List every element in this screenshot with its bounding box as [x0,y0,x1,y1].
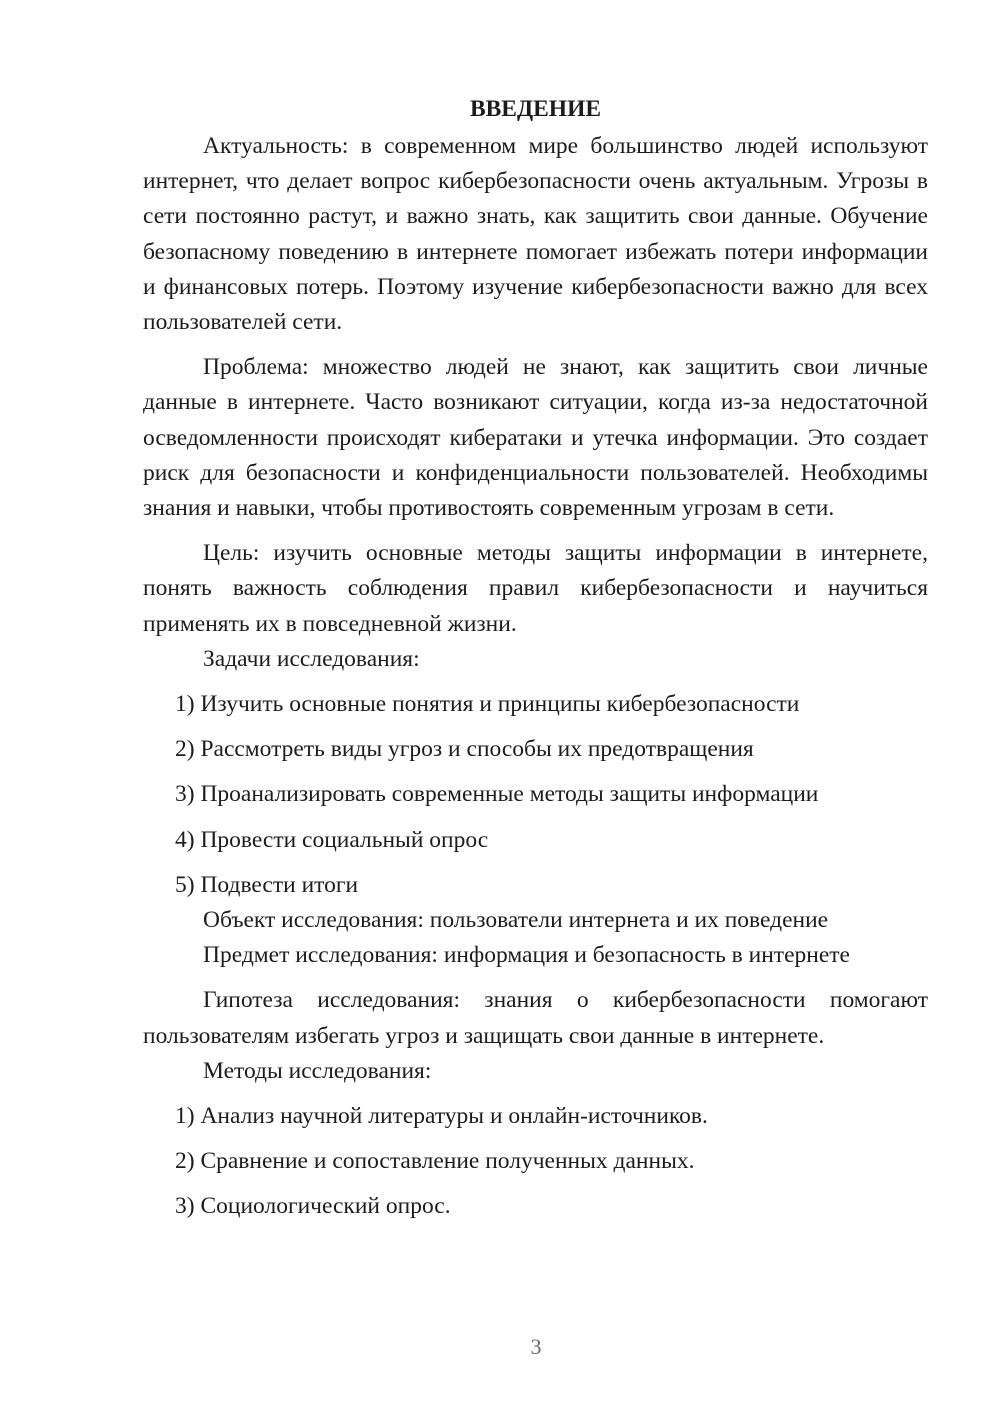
list-item: 3) Социологический опрос. [175,1193,451,1220]
subject-line: Предмет исследования: информация и безопасность в интернете [203,942,850,969]
list-item: 2) Сравнение и сопоставление полученных данных. [175,1148,695,1175]
methods-list [143,1099,928,1225]
relevance-paragraph: Актуальность: в современном мире большинство людей используют интернет, что делает вопрос кибербезопасности очень актуальным. Угрозы в сети постоянно растут, и важно знать, как защитить свои данные. Обучение безопасному поведению в интернете помогает избежать потери информации и финансовых потерь. Поэтому изучение кибербезопасности важно для всех пользователей сети. [143,133,928,336]
object-line: Объект исследования: пользователи интернета и их поведение [203,907,829,934]
tasks-list [143,687,928,903]
tasks-heading: Задачи исследования: [203,645,420,672]
list-item: 4) Провести социальный опрос [175,826,489,853]
methods-heading: Методы исследования: [203,1057,432,1084]
page-content [143,92,928,1225]
hypothesis-paragraph: Гипотеза исследования: знания о кибербезопасности помогают пользователям избегать угроз и защищать свои данные в интернете. [143,987,928,1049]
page-number: 3 [530,1334,542,1359]
problem-paragraph: Проблема: множество людей не знают, как защитить свои личные данные в интернете. Часто возникают ситуации, когда из-за недостаточной осведомленности происходят кибератаки и утечка информации. Это создает риск для безопасности и конфиденциальности пользователей. Необходимы знания и навыки, чтобы противостоять современным угрозам в сети. [143,354,928,522]
list-item: 2) Рассмотреть виды угроз и способы их предотвращения [175,736,754,763]
list-item: 3) Проанализировать современные методы защиты информации [175,781,819,808]
goal-paragraph: Цель: изучить основные методы защиты информации в интернете, понять важность соблюдения правил кибербезопасности и научиться применять их в повседневной жизни. [143,540,928,637]
list-item: 1) Анализ научной литературы и онлайн-источников. [175,1103,708,1130]
page-title: ВВЕДЕНИЕ [469,96,602,122]
list-item: 5) Подвести итоги [175,871,359,898]
list-item: 1) Изучить основные понятия и принципы кибербезопасности [175,691,800,718]
